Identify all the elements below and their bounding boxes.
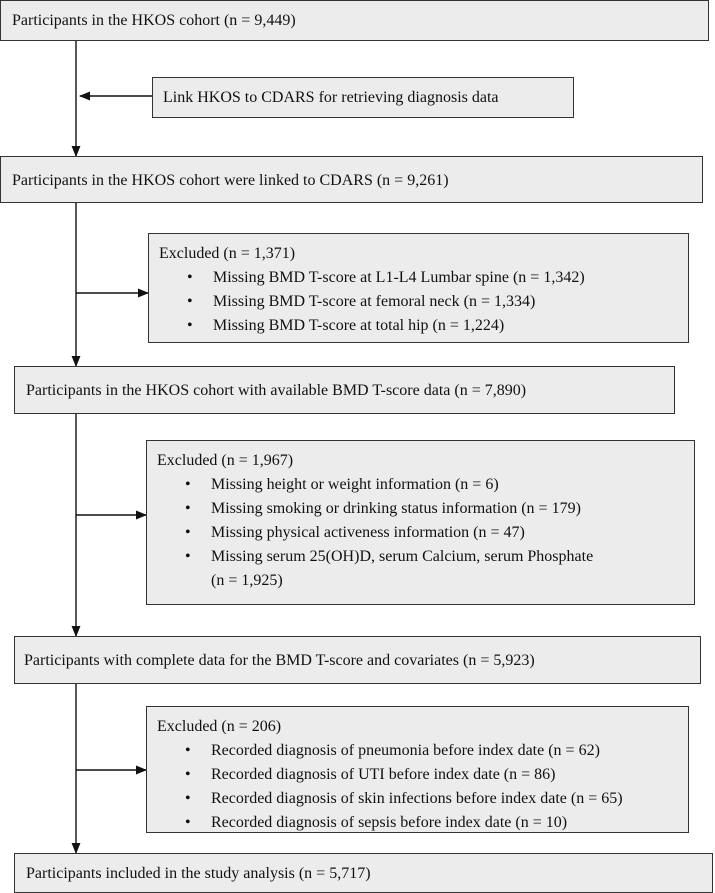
list-item: • Recorded diagnosis of skin infections before index date (n = 65) — [185, 787, 688, 811]
list-item: • Missing BMD T-score at total hip (n = 1,224) — [187, 314, 688, 338]
list-item: • Missing height or weight information (n = 6) — [185, 473, 694, 497]
list-item-continuation: (n = 1,925) — [211, 572, 283, 589]
box-link-cdars — [152, 77, 574, 118]
exclusion-2-header: Excluded (n = 1,967) — [157, 452, 294, 469]
box-complete-data-text: Participants with complete data for the BMD T-score and covariates (n = 5,923) — [24, 652, 535, 669]
bullet-icon: • — [185, 548, 191, 565]
list-item: • Missing smoking or drinking status information (n = 179) — [185, 497, 694, 521]
bullet-icon: • — [187, 293, 193, 310]
box-available-bmd-text: Participants in the HKOS cohort with available BMD T-score data (n = 7,890) — [26, 382, 527, 399]
box-study-analysis-text: Participants included in the study analysis (n = 5,717) — [26, 865, 371, 882]
box-complete-data — [14, 636, 701, 684]
box-link-cdars-text: Link HKOS to CDARS for retrieving diagnosis data — [163, 89, 499, 106]
list-item: • Recorded diagnosis of UTI before index date (n = 86) — [185, 763, 688, 787]
bullet-icon: • — [185, 500, 191, 517]
exclusion-1-header: Excluded (n = 1,371) — [159, 245, 296, 262]
box-study-analysis — [14, 853, 713, 893]
exclusion-box-1 — [148, 233, 689, 343]
box-available-bmd — [14, 366, 675, 414]
box-hkos-cohort-text: Participants in the HKOS cohort (n = 9,449) — [12, 12, 296, 29]
bullet-icon: • — [185, 790, 191, 807]
exclusion-box-3 — [146, 706, 689, 833]
list-item: • Missing BMD T-score at L1-L4 Lumbar spine (n = 1,342) — [187, 266, 688, 290]
exclusion-1-list — [159, 266, 688, 338]
bullet-icon: • — [185, 766, 191, 783]
exclusion-3-list — [157, 739, 688, 835]
list-item: • Missing serum 25(OH)D, serum Calcium, serum Phosphate — [185, 545, 694, 569]
exclusion-2-list — [157, 473, 694, 593]
bullet-icon: • — [187, 269, 193, 286]
bullet-icon: • — [185, 814, 191, 831]
box-linked-cdars-text: Participants in the HKOS cohort were linked to CDARS (n = 9,261) — [12, 172, 449, 189]
bullet-icon: • — [185, 524, 191, 541]
bullet-icon: • — [185, 476, 191, 493]
box-hkos-cohort — [0, 0, 709, 41]
bullet-icon: • — [187, 317, 193, 334]
bullet-icon: • — [185, 742, 191, 759]
box-linked-cdars — [0, 156, 703, 203]
exclusion-box-2 — [146, 440, 695, 605]
list-item: • Missing physical activeness information (n = 47) — [185, 521, 694, 545]
list-item: • Missing BMD T-score at femoral neck (n = 1,334) — [187, 290, 688, 314]
exclusion-3-header: Excluded (n = 206) — [157, 718, 282, 735]
list-item: • Recorded diagnosis of sepsis before index date (n = 10) — [185, 811, 688, 835]
list-item: • Recorded diagnosis of pneumonia before index date (n = 62) — [185, 739, 688, 763]
